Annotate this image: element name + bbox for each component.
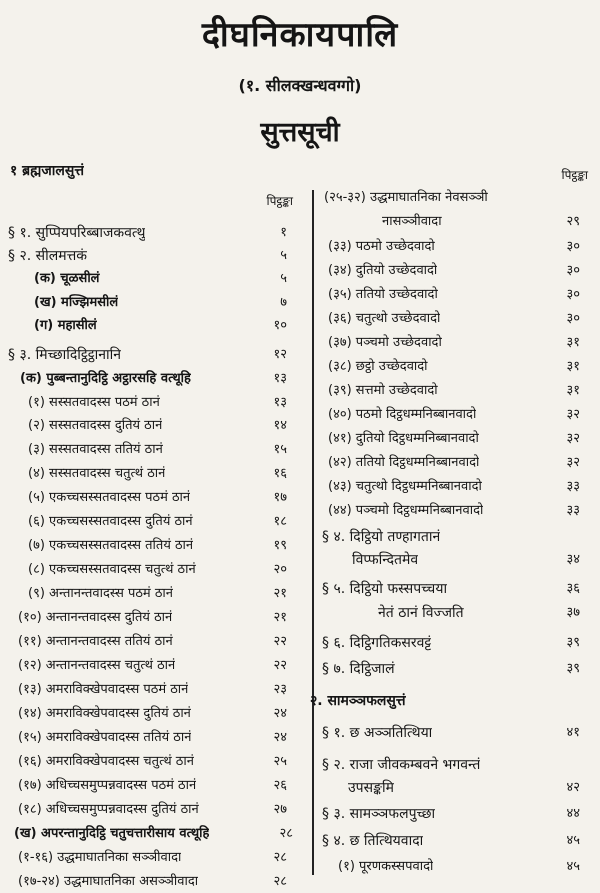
toc-entry: (१४) अमराविक्खेपवादस्स दुतियं ठानं २४: [18, 706, 287, 721]
toc-entry: (१८) अधिच्चसमुप्पन्नवादस्स दुतियं ठानं २७: [18, 802, 287, 817]
toc-entry: § ४. दिट्ठियो तण्हागतानं: [322, 529, 441, 545]
toc-entry: § ३. मिच्छादिट्ठिट्ठानानि १२: [8, 347, 287, 363]
toc-entry: (१-१६) उद्धमाघातनिका सञ्ञीवादा २८: [18, 850, 287, 865]
toc-entry: (१५) अमराविक्खेपवादस्स ततियं ठानं २४: [18, 730, 287, 745]
toc-entry: (२५-३२) उद्धमाघातनिका नेवसञ्ञी: [324, 190, 488, 205]
toc-entry: (३६) चतुत्थो उच्छेदवादो ३०: [328, 311, 580, 326]
toc-entry: (१७-२४) उद्धमाघातनिका असञ्ञीवादा २८: [18, 874, 287, 889]
toc-entry: § २. सीलमत्तकं ५: [8, 248, 287, 264]
contents-heading: सुत्तसूची: [260, 117, 340, 148]
toc-entry: § १. छ अञ्ञतित्थिया ४१: [322, 725, 580, 741]
page-column-header: पिट्ठङ्का: [561, 168, 588, 182]
toc-entry: नासञ्ञीवादा २९: [382, 214, 580, 229]
toc-entry: (३८) छट्ठो उच्छेदवादो ३१: [328, 359, 580, 374]
toc-entry: (१०) अन्तानन्तवादस्स दुतियं ठानं २१: [18, 610, 287, 625]
toc-entry: (१) पूरणकस्सपवादो ४५: [338, 859, 580, 874]
toc-entry: (क) चूळसीलं ५: [34, 271, 287, 286]
toc-entry: (क) पुब्बन्तानुदिट्ठि अट्ठारसहि वत्थूहि १३: [20, 371, 287, 386]
page-column-header: पिट्ठङ्का: [266, 194, 293, 208]
toc-entry: (३५) ततियो उच्छेदवादो ३०: [328, 287, 580, 302]
toc-entry: (१६) अमराविक्खेपवादस्स चतुत्थं ठानं २५: [18, 754, 287, 769]
toc-entry: (९) अन्तानन्तवादस्स पठमं ठानं २१: [28, 586, 287, 601]
toc-entry: उपसङ्कमि ४२: [348, 780, 580, 796]
toc-entry: २. सामञ्ञफलसुत्तं: [310, 693, 406, 709]
toc-entry: (ख) मज्झिमसीलं ७: [34, 295, 287, 310]
toc-entry: (४४) पञ्चमो दिट्ठधम्मनिब्बानवादो ३३: [328, 503, 580, 518]
document-subtitle: (१. सीलक्खन्धवग्गो): [238, 76, 362, 95]
toc-entry: (४३) चतुत्थो दिट्ठधम्मनिब्बानवादो ३३: [328, 479, 580, 494]
toc-entry: § ७. दिट्ठिजालं ३९: [322, 661, 580, 677]
toc-entry: (११) अन्तानन्तवादस्स ततियं ठानं २२: [18, 634, 287, 649]
toc-entry: (३३) पठमो उच्छेदवादो ३०: [328, 239, 580, 254]
toc-entry: विप्फन्दितमेव ३४: [352, 552, 580, 568]
toc-entry: १ ब्रह्मजालसुत्तं: [10, 163, 85, 179]
toc-entry: (१२) अन्तानन्तवादस्स चतुत्थं ठानं २२: [18, 658, 287, 673]
toc-entry: (४०) पठमो दिट्ठधम्मनिब्बानवादो ३२: [328, 407, 580, 422]
toc-entry: § २. राजा जीवकम्बवने भगवन्तं: [322, 757, 481, 773]
toc-entry: (ख) अपरन्तानुदिट्ठि चतुचत्तारीसाय वत्थूहि २८: [14, 826, 293, 841]
toc-entry: § ५. दिट्ठियो फस्सपच्चया ३६: [322, 581, 580, 597]
toc-entry: नेतं ठानं विज्जति ३७: [378, 605, 580, 621]
toc-entry: (२) सस्सतवादस्स दुतियं ठानं १४: [28, 418, 287, 433]
toc-entry: (४१) दुतियो दिट्ठधम्मनिब्बानवादो ३२: [328, 431, 580, 446]
toc-entry: (३) सस्सतवादस्स ततियं ठानं १५: [28, 442, 287, 457]
document-title: दीघनिकायपालि: [201, 15, 399, 55]
toc-entry: (ग) महासीलं १०: [34, 318, 287, 333]
toc-entry: (४२) ततियो दिट्ठधम्मनिब्बानवादो ३२: [328, 455, 580, 470]
toc-entry: (१) सस्सतवादस्स पठमं ठानं १३: [28, 395, 287, 410]
toc-entry: (३४) दुतियो उच्छेदवादो ३०: [328, 263, 580, 278]
toc-entry: (५) एकच्चसस्सतवादस्स पठमं ठानं १७: [28, 490, 287, 505]
toc-entry: § ४. छ तित्थियवादा ४५: [322, 833, 580, 849]
toc-entry: (३९) सत्तमो उच्छेदवादो ३१: [328, 383, 580, 398]
toc-entry: (४) सस्सतवादस्स चतुत्थं ठानं १६: [28, 466, 287, 481]
toc-entry: § १. सुप्पियपरिब्बाजकवत्थु १: [8, 225, 287, 241]
toc-entry: (१७) अधिच्चसमुप्पन्नवादस्स पठमं ठानं २६: [18, 778, 287, 793]
toc-entry: § ६. दिट्ठिगतिकसरवट्टं ३९: [322, 635, 580, 651]
column-divider: [312, 190, 314, 875]
toc-entry: § ३. सामञ्ञफलपुच्छा ४४: [322, 806, 580, 822]
toc-entry: (१३) अमराविक्खेपवादस्स पठमं ठानं २३: [18, 682, 287, 697]
toc-entry: (७) एकच्चसस्सतवादस्स ततियं ठानं १९: [28, 538, 287, 553]
toc-entry: (८) एकच्चसस्सतवादस्स चतुत्थं ठानं २०: [28, 562, 287, 577]
toc-entry: (६) एकच्चसस्सतवादस्स दुतियं ठानं १८: [28, 514, 287, 529]
toc-entry: (३७) पञ्चमो उच्छेदवादो ३१: [328, 335, 580, 350]
